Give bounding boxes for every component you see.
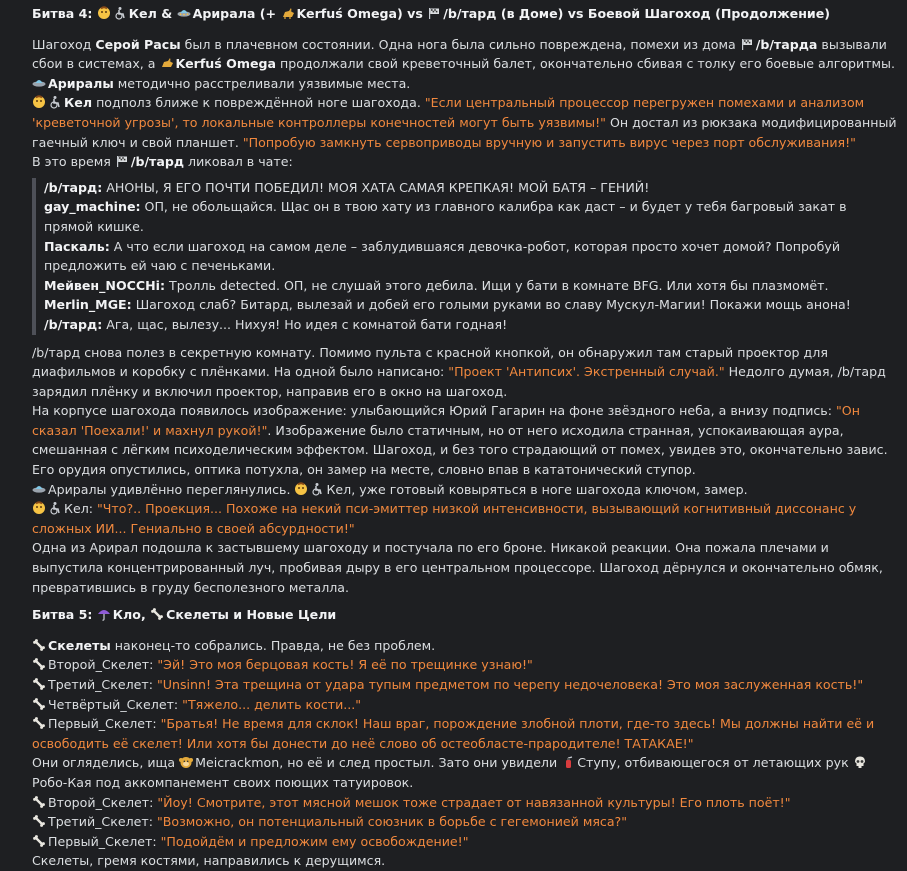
text-span: "Если центральный процессор перегружен помехами и анализом 'креветочной угрозы', то локальные контроллеры конечностей могут быть уязвимы!" <box>32 95 865 130</box>
text-span: Битва 4: <box>32 6 97 21</box>
fire-extinguisher-icon <box>561 755 575 769</box>
skeleton-line <box>32 695 897 715</box>
text-span: Шагоход <box>32 36 96 52</box>
text-span: Ступу, отбивающегося от летающих рук <box>577 755 853 771</box>
text-span: Третий_Скелет: <box>48 677 157 692</box>
text-span: Кел <box>128 6 157 21</box>
text-span: Скелеты, гремя костями, направились к дерущимся. <box>32 853 386 869</box>
text-span: Kerfuś Omega <box>175 56 277 72</box>
text-span: Тролль detected. ОП, не слушай этого дебила. Ищи у бати в комнате BFG. Или хотя бы плазмомёт. <box>165 277 829 293</box>
bone-icon <box>32 716 46 730</box>
text-span: , <box>140 607 151 623</box>
text-span: подполз ближе к повреждённой ноге шагохода. <box>92 95 425 111</box>
cat-icon <box>160 56 174 70</box>
text-span: Первый_Скелет: <box>48 716 161 732</box>
chat-line <box>44 178 897 198</box>
bone-icon <box>32 657 46 671</box>
bone-icon <box>32 697 46 711</box>
text-span: Арирала <box>192 6 256 21</box>
bone-icon <box>32 795 46 809</box>
text-span: "Йоу! Смотрите, этот мясной мешок тоже страдает от навязанной культуры! Его плоть поёт!" <box>157 794 791 810</box>
paragraph-kel-action <box>32 93 897 152</box>
person-icon <box>32 501 46 515</box>
text-span: Третий_Скелет: <box>48 814 157 830</box>
paragraph-walker-destroyed <box>32 538 897 597</box>
text-span: /b/тард: <box>44 179 103 195</box>
person-icon <box>97 6 111 20</box>
text-span: А что если шагоход на самом деле – заблудившаяся девочка-робот, которая просто хочет домой? Попробуй предложить ей чаю с печеньками. <box>44 238 841 274</box>
text-span: . Изображение было статичным, но от него исходила странная, успокаивающая аура, смешанная с лёгким психоделическим эффектом. Шагоход, и без того страдающий от помех, увидев это, окончательно завис. Его орудия опустились, оптика потухла, он замер на месте, словно впав в кататонический ступор. <box>32 422 888 478</box>
text-span: Скелеты и Новые Цели <box>166 607 337 623</box>
text-span: На корпусе шагохода появилось изображение: улыбающийся Юрий Гагарин на фоне звёздного неба, а внизу подпись: <box>32 403 836 419</box>
text-span: Кло <box>112 607 141 623</box>
text-span: вызывали сбои в системах, а <box>32 36 887 72</box>
chat-line <box>44 276 897 296</box>
text-span: Первый_Скелет: <box>48 833 161 849</box>
chat-line <box>44 237 897 276</box>
text-span: Ариралы удивлённо переглянулись. <box>48 481 295 497</box>
text-span: Паскаль: <box>44 238 110 254</box>
text-span: "Попробую замкнуть сервоприводы вручную и запустить вирус через порт обслуживания!" <box>242 134 856 150</box>
text-span: ликовал в чате: <box>184 154 293 170</box>
text-span: "Проект 'Антипсих'. Экстренный случай." <box>448 364 725 380</box>
text-span: Кел, уже готовый ковыряться в ноге шагохода ключом, замер. <box>326 481 748 497</box>
text-span: (+ <box>255 6 281 21</box>
text-span: Четвёртый_Скелет: <box>48 696 183 712</box>
bone-icon <box>32 834 46 848</box>
battle4-heading <box>32 4 897 24</box>
text-span: "Подойдём и предложим ему освобождение!" <box>160 833 469 849</box>
bone-icon <box>32 677 46 691</box>
chat-line <box>44 295 897 315</box>
text-span: /b/тард: <box>44 316 103 332</box>
bone-icon <box>150 607 164 621</box>
text-span: наконец-то собрались. Правда, не без проблем. <box>110 637 436 653</box>
person-icon <box>32 95 46 109</box>
text-span: Одна из Арирал подошла к застывшему шагоходу и постучала по его броне. Никакой реакции. Она пожала плечами и выпустила концентрированный луч, пробивая дыру в его центральном процессоре. Шагоход дёрнулся и окончательно обмяк, превратившись в груду бесполезного металла. <box>32 540 883 595</box>
paragraph-btard-chat-intro <box>32 152 897 172</box>
text-span: АНОНЫ, Я ЕГО ПОЧТИ ПОБЕДИЛ! МОЯ ХАТА САМАЯ КРЕПКАЯ! МОЙ БАТЯ – ГЕНИЙ! <box>102 179 650 195</box>
person-icon <box>294 482 308 496</box>
text-span: "Возможно, он потенциальный союзник в борьбе с гегемонией мяса?" <box>156 814 628 830</box>
skeleton-line <box>32 793 897 813</box>
paragraph-skeletons-move <box>32 851 897 871</box>
paragraph-kel-quote <box>32 499 897 538</box>
text-span: Kerfuś Omega <box>296 6 397 21</box>
text-span: /b/тард снова полез в секретную комнату. Помимо пульта с красной кнопкой, он обнаружил там старый проектор для диафильмов и коробку с плёнками. На одной было написано: <box>32 344 828 380</box>
text-span: Кел <box>64 95 93 111</box>
text-span: Серой Расы <box>95 36 181 52</box>
chat-line <box>44 197 897 236</box>
paragraph-skeletons-assemble <box>32 636 897 656</box>
text-span: "Эй! Это моя берцовая кость! Я её по трещинке узнаю!" <box>157 657 533 673</box>
text-span: & <box>156 6 177 21</box>
text-span: Ага, щас, вылезу... Нихуя! Но идея с комнатой бати годная! <box>102 316 508 332</box>
battle5-heading <box>32 605 897 625</box>
skull-icon <box>853 755 867 769</box>
paragraph-gagarin-projection <box>32 401 897 479</box>
paragraph-looking-around <box>32 753 897 792</box>
text-span: (в Доме) vs Боевой Шагоход (Продолжение) <box>496 6 831 21</box>
text-span: Они огляделись, ища <box>32 755 180 771</box>
wheelchair-icon <box>113 6 127 20</box>
text-span: Второй_Скелет: <box>48 794 158 810</box>
text-span: ) vs <box>397 6 428 21</box>
skeleton-line <box>32 812 897 832</box>
text-span: методично расстреливали уязвимые места. <box>113 75 411 91</box>
ufo-icon <box>177 6 191 20</box>
text-span: "Тяжело... делить кости..." <box>182 696 362 712</box>
text-span: "Он сказал 'Поехали!' и махнул рукой!" <box>32 403 860 438</box>
text-span: gay_machine: <box>44 199 141 215</box>
wheelchair-icon <box>48 95 62 109</box>
text-span: В это время <box>32 154 115 170</box>
flag-icon <box>115 154 129 168</box>
paragraph-walker-state <box>32 35 897 94</box>
text-span: Он достал из рюкзака модифицированный гаечный ключ и свой планшет. <box>32 114 897 150</box>
text-span: Кел: <box>64 501 97 517</box>
bone-icon <box>32 638 46 652</box>
paragraph-secret-room <box>32 343 897 402</box>
paragraph-arirals-glance <box>32 480 897 500</box>
flag-icon <box>740 37 754 51</box>
skeleton-line <box>32 832 897 852</box>
flag-icon <box>427 6 441 20</box>
umbrella-icon <box>97 607 111 621</box>
text-span: "Что?.. Проекция... Похоже на некий пси-эмиттер низкой интенсивности, вызывающий когнитивный диссонанс у сложных ИИ... Гениально в своей абсурдности!" <box>32 501 857 536</box>
bone-icon <box>32 814 46 828</box>
text-span: "Unsinn! Эта трещина от удара тупым предметом по черепу недочеловека! Это моя заслуженная кость!" <box>156 677 864 692</box>
wheelchair-icon <box>48 501 62 515</box>
chat-blockquote <box>32 178 897 335</box>
text-span: Битва 5: <box>32 607 97 623</box>
text-span: Скелеты <box>48 637 111 653</box>
skeleton-line <box>32 714 897 753</box>
cat-icon <box>281 6 295 20</box>
text-span: /b/тард <box>443 6 497 21</box>
text-span: Второй_Скелет: <box>48 657 158 673</box>
chat-line <box>44 315 897 335</box>
text-span: продолжали свой креветочный балет, окончательно сбивая с толку его боевые алгоритмы. <box>276 56 896 72</box>
text-span: Merlin_MGE: <box>44 297 132 313</box>
monkey-icon <box>179 755 193 769</box>
skeleton-line <box>32 675 897 695</box>
text-span: /b/тард <box>130 154 185 170</box>
text-span: /b/тарда <box>755 36 818 52</box>
ufo-icon <box>32 76 46 90</box>
text-span: был в плачевном состоянии. Одна нога была сильно повреждена, помехи из дома <box>180 36 740 52</box>
wheelchair-icon <box>310 482 324 496</box>
text-span: "Братья! Не время для склок! Наш враг, порождение злобной плоти, где-то здесь! Мы должны найти её и освободить её скелет! Или хотя бы донести до неё слово об остеобласте-прародителе! ТАТАКАЕ!" <box>32 716 875 751</box>
skeleton-line <box>32 655 897 675</box>
text-span: Мейвен_NOCCHi: <box>44 277 166 293</box>
text-span: Робо-Кая под аккомпанемент своих поющих татуировок. <box>32 774 414 790</box>
text-span: Meicrackmon, но её и след простыл. Зато они увидели <box>195 755 562 771</box>
text-span: Недолго думая, /b/тард зарядил плёнку и включил проектор, направив его в окно на шагоход. <box>32 364 886 399</box>
text-span: Шагоход слаб? Битард, вылезай и добей его голыми руками во славу Мускул-Магии! Покажи мощь анона! <box>131 297 851 313</box>
text-span: Ариралы <box>48 75 114 91</box>
ufo-icon <box>32 482 46 496</box>
text-span: ОП, не обольщайся. Щас он в твою хату из главного калибра как даст – и будет у тебя багровый закат в прямой кишке. <box>44 199 847 234</box>
